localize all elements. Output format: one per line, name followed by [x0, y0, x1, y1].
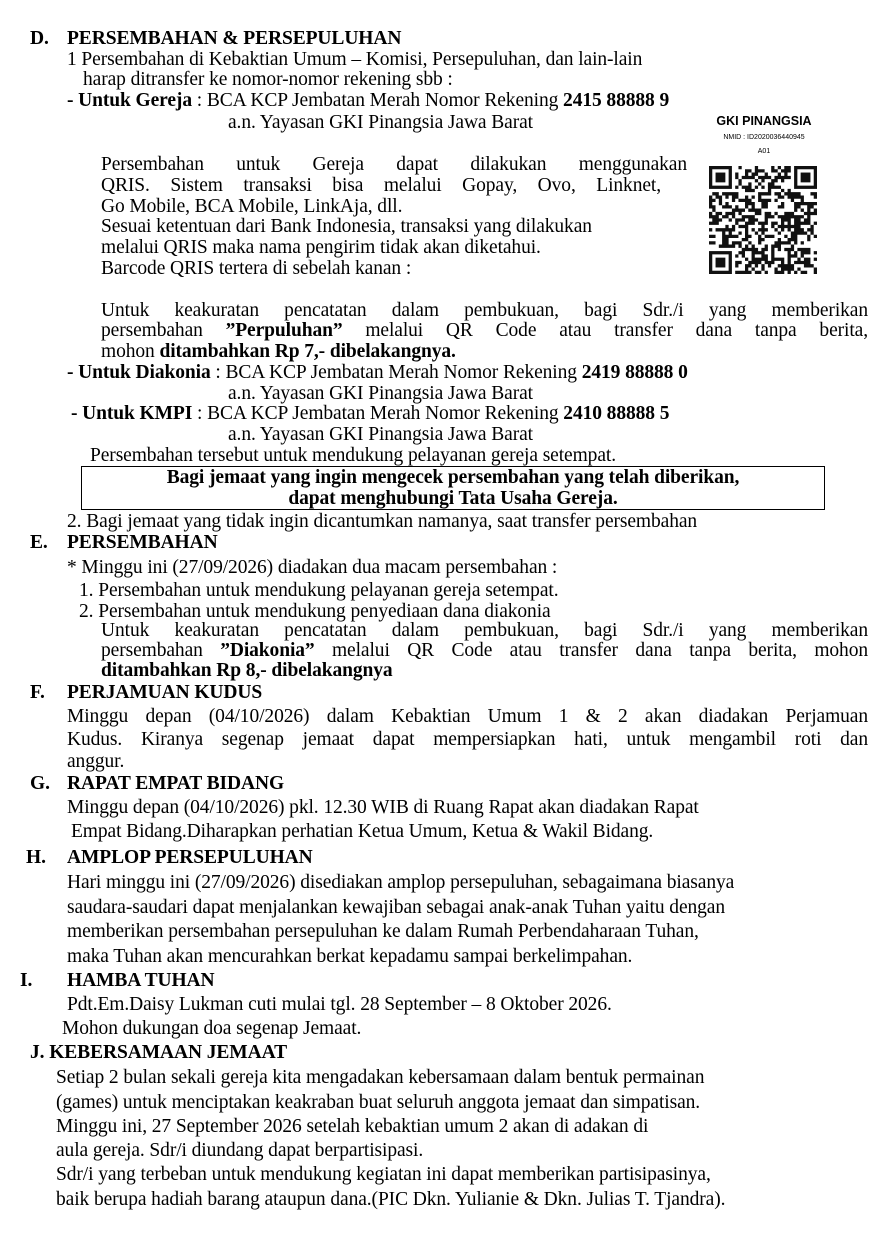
- section-e-line: Untuk keakuratan pencatatan dalam pembukuan, bagi Sdr./i yang memberikan: [101, 620, 868, 641]
- text-bold: ”Perpuluhan”: [225, 320, 343, 341]
- text: melalui QR Code atau transfer dana tanpa berita, mohon: [314, 640, 868, 661]
- section-e-line: [101, 640, 868, 661]
- section-g-title: RAPAT EMPAT BIDANG: [67, 773, 285, 794]
- section-h-line: Hari minggu ini (27/09/2026) disediakan amplop persepuluhan, sebagaimana biasanya: [67, 872, 735, 893]
- qris-text: Persembahan untuk Gereja dapat dilakukan menggunakan: [101, 154, 687, 175]
- text: mohon: [101, 341, 160, 362]
- section-i-letter: I.: [20, 970, 33, 991]
- qris-text: Sesuai ketentuan dari Bank Indonesia, transaksi yang dilakukan: [101, 216, 592, 237]
- section-j-line: (games) untuk menciptakan keakraban buat seluruh anggota jemaat dan simpatisan.: [56, 1092, 701, 1113]
- section-j-line: aula gereja. Sdr/i diundang dapat berpartisipasi.: [56, 1140, 424, 1161]
- notice-box: [81, 466, 825, 510]
- section-h-letter: H.: [26, 847, 46, 868]
- section-d-line: harap ditransfer ke nomor-nomor rekening sbb :: [83, 69, 453, 90]
- qris-nmid: NMID : ID2020036440945: [723, 134, 805, 141]
- section-j-line: Setiap 2 bulan sekali gereja kita mengadakan kebersamaan dalam bentuk permainan: [56, 1067, 705, 1088]
- section-f-letter: F.: [30, 682, 45, 703]
- accuracy-note: [101, 320, 868, 341]
- section-h-line: saudara-saudari dapat menjalankan kewajiban sebagai anak-anak Tuhan yaitu dengan: [67, 897, 725, 918]
- section-h-line: memberikan persembahan persepuluhan ke dalam Rumah Perbendaharaan Tuhan,: [67, 921, 699, 942]
- section-e-line: * Minggu ini (27/09/2026) diadakan dua macam persembahan :: [67, 557, 558, 578]
- qr-code-icon: [703, 166, 823, 274]
- section-e-line: 1. Persembahan untuk mendukung pelayanan gereja setempat.: [79, 580, 559, 601]
- account-gereja: [67, 90, 669, 111]
- text: persembahan: [101, 640, 221, 661]
- text-bold: ditambahkan Rp 7,- dibelakangnya.: [159, 341, 456, 362]
- account-label: - Untuk Diakonia: [67, 362, 211, 383]
- section-i-line: Mohon dukungan doa segenap Jemaat.: [62, 1018, 362, 1039]
- section-d-line: 1 Persembahan di Kebaktian Umum – Komisi, Persepuluhan, dan lain-lain: [67, 49, 643, 70]
- account-text: : BCA KCP Jembatan Merah Nomor Rekening: [215, 362, 582, 383]
- account-kmpi: [71, 403, 669, 424]
- section-j-line: Sdr/i yang terbeban untuk mendukung kegiatan ini dapat memberikan partisipasinya,: [56, 1164, 711, 1185]
- section-j-line: baik berupa hadiah barang ataupun dana.(PIC Dkn. Yulianie & Dkn. Julias T. Tjandra).: [56, 1189, 726, 1210]
- section-f-title: PERJAMUAN KUDUS: [67, 682, 263, 703]
- account-holder: a.n. Yayasan GKI Pinangsia Jawa Barat: [228, 383, 533, 404]
- text-bold: ”Diakonia”: [220, 640, 315, 661]
- account-holder: a.n. Yayasan GKI Pinangsia Jawa Barat: [228, 112, 533, 133]
- section-f-line: Minggu depan (04/10/2026) dalam Kebaktian Umum 1 & 2 akan diadakan Perjamuan: [67, 706, 868, 727]
- text: melalui QR Code atau transfer dana tanpa berita,: [342, 320, 868, 341]
- section-j-line: Minggu ini, 27 September 2026 setelah kebaktian umum 2 akan di adakan di: [56, 1116, 649, 1137]
- section-d-letter: D.: [30, 28, 49, 49]
- qris-text: Barcode QRIS tertera di sebelah kanan :: [101, 258, 412, 279]
- section-e-title: PERSEMBAHAN: [67, 532, 218, 553]
- accuracy-note: [101, 341, 456, 362]
- section-i-line: Pdt.Em.Daisy Lukman cuti mulai tgl. 28 September – 8 Oktober 2026.: [67, 994, 612, 1015]
- section-g-line: Minggu depan (04/10/2026) pkl. 12.30 WIB di Ruang Rapat akan diadakan Rapat: [67, 797, 699, 818]
- account-diakonia: [67, 362, 688, 383]
- section-d-title: PERSEMBAHAN & PERSEPULUHAN: [67, 28, 402, 49]
- notice-text: Bagi jemaat yang ingin mengecek persembahan yang telah diberikan,: [166, 467, 740, 488]
- qris-text: Go Mobile, BCA Mobile, LinkAja, dll.: [101, 196, 403, 217]
- section-e-line: 2. Persembahan untuk mendukung penyediaan dana diakonia: [79, 601, 551, 622]
- account-number: 2410 88888 5: [563, 403, 670, 424]
- section-e-letter: E.: [30, 532, 48, 553]
- account-number: 2419 88888 0: [581, 362, 688, 383]
- section-h-title: AMPLOP PERSEPULUHAN: [67, 847, 313, 868]
- notice-text: dapat menghubungi Tata Usaha Gereja.: [288, 488, 618, 509]
- accuracy-note: Untuk keakuratan pencatatan dalam pembukuan, bagi Sdr./i yang memberikan: [101, 300, 868, 321]
- account-number: 2415 88888 9: [563, 90, 670, 111]
- text: persembahan: [101, 320, 226, 341]
- account-label: - Untuk KMPI: [71, 403, 193, 424]
- section-g-letter: G.: [30, 773, 50, 794]
- section-d-line: Persembahan tersebut untuk mendukung pelayanan gereja setempat.: [90, 445, 616, 466]
- section-i-title: HAMBA TUHAN: [67, 970, 215, 991]
- section-f-line: Kudus. Kiranya segenap jemaat dapat mempersiapkan hati, untuk mengambil roti dan: [67, 729, 868, 750]
- account-label: - Untuk Gereja: [67, 90, 192, 111]
- section-f-line: anggur.: [67, 751, 125, 772]
- qris-code-block: [700, 114, 828, 274]
- section-j-title: J. KEBERSAMAAN JEMAAT: [30, 1042, 288, 1063]
- qris-text: melalui QRIS maka nama pengirim tidak akan diketahui.: [101, 237, 541, 258]
- qris-code-id: A01: [757, 148, 771, 155]
- section-d-line: 2. Bagi jemaat yang tidak ingin dicantumkan namanya, saat transfer persembahan: [67, 511, 698, 532]
- section-g-line: Empat Bidang.Diharapkan perhatian Ketua Umum, Ketua & Wakil Bidang.: [71, 821, 654, 842]
- qris-merchant-name: GKI PINANGSIA: [716, 114, 812, 128]
- account-text: : BCA KCP Jembatan Merah Nomor Rekening: [191, 90, 564, 111]
- section-h-line: maka Tuhan akan mencurahkan berkat kepadamu sampai berkelimpahan.: [67, 946, 633, 967]
- account-holder: a.n. Yayasan GKI Pinangsia Jawa Barat: [228, 424, 533, 445]
- qris-text: QRIS. Sistem transaksi bisa melalui Gopay, Ovo, Linknet,: [101, 175, 661, 196]
- section-e-line: ditambahkan Rp 8,- dibelakangnya: [101, 660, 393, 681]
- account-text: : BCA KCP Jembatan Merah Nomor Rekening: [192, 403, 564, 424]
